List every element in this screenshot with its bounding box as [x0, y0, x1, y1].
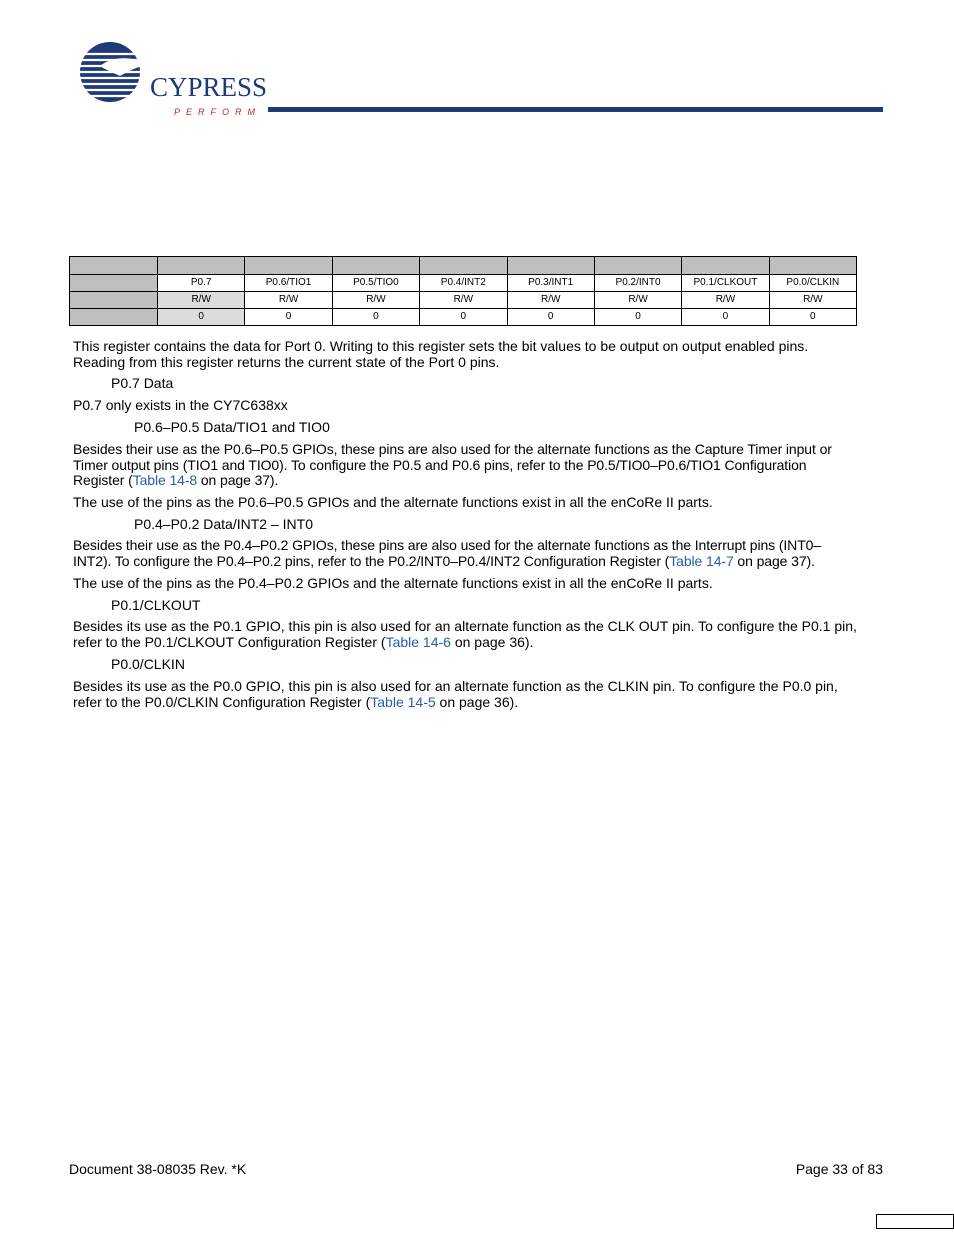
section-heading-p06-p05: P0.6–P0.5 Data/TIO1 and TIO0 [134, 419, 330, 435]
table-header-cell [158, 257, 245, 275]
section-heading-p01: P0.1/CLKOUT [111, 597, 201, 613]
intro-paragraph: This register contains the data for Port 0. Writing to this register sets the bit values to be output on output enabled pins. Reading from this register returns the current state of the Port 0 pins. [73, 338, 809, 370]
bit-name-cell: P0.6/TIO1 [245, 275, 332, 292]
default-cell: 0 [594, 309, 681, 326]
paragraph-text: on page 37). [733, 552, 815, 569]
access-cell: R/W [682, 292, 769, 309]
row-label-cell [70, 309, 158, 326]
table-14-5-link[interactable]: Table 14-5 [370, 693, 436, 710]
p04-p02-note: The use of the pins as the P0.4–P0.2 GPIOs and the alternate functions exist in all the enCoRe II parts. [73, 575, 713, 591]
p01-paragraph [73, 619, 858, 650]
default-cell: 0 [769, 309, 856, 326]
default-cell: 0 [158, 309, 245, 326]
access-cell: R/W [332, 292, 419, 309]
access-cell: R/W [158, 292, 245, 309]
p06-p05-paragraph [73, 442, 858, 489]
p04-p02-paragraph [73, 538, 858, 569]
table-header-cell [769, 257, 856, 275]
bit-name-cell: P0.0/CLKIN [769, 275, 856, 292]
paragraph-text: on page 37). [197, 472, 279, 488]
default-cell: 0 [682, 309, 769, 326]
table-header-cell [682, 257, 769, 275]
bit-name-cell: P0.3/INT1 [507, 275, 594, 292]
table-14-6-link[interactable]: Table 14-6 [385, 633, 451, 650]
register-table [69, 256, 857, 326]
bit-name-cell: P0.4/INT2 [420, 275, 507, 292]
table-14-8-link[interactable]: Table 14-8 [132, 472, 198, 488]
default-cell: 0 [245, 309, 332, 326]
section-heading-p00: P0.0/CLKIN [111, 656, 185, 672]
access-cell: R/W [594, 292, 681, 309]
bit-name-cell: P0.5/TIO0 [332, 275, 419, 292]
header-rule [268, 107, 883, 112]
table-header-cell [420, 257, 507, 275]
footer-box [876, 1214, 954, 1229]
p06-p05-note: The use of the pins as the P0.6–P0.5 GPIOs and the alternate functions exist in all the enCoRe II parts. [73, 494, 713, 510]
footer-document-id: Document 38-08035 Rev. *K [69, 1161, 247, 1177]
footer-page-number: Page 33 of 83 [795, 1161, 883, 1177]
table-corner-cell [70, 257, 158, 275]
cypress-logo [70, 40, 268, 118]
bit-name-cell: P0.7 [158, 275, 245, 292]
paragraph-text: on page 36). [435, 693, 519, 710]
table-header-cell [507, 257, 594, 275]
default-cell: 0 [420, 309, 507, 326]
bit-name-cell: P0.2/INT0 [594, 275, 681, 292]
table-header-cell [245, 257, 332, 275]
table-header-row [70, 257, 857, 275]
p00-paragraph [73, 679, 858, 710]
row-label-cell [70, 275, 158, 292]
access-cell: R/W [507, 292, 594, 309]
paragraph-text: Besides its use as the P0.1 GPIO, this pin is also used for an alternate function as the CLK OUT pin. To configure the P0.1 pin, refer to the P0.1/CLKOUT Configuration Register ( [73, 618, 857, 650]
default-cell: 0 [507, 309, 594, 326]
table-row-default [70, 309, 857, 326]
table-14-7-link[interactable]: Table 14-7 [669, 552, 734, 569]
paragraph-text: Besides their use as the P0.6–P0.5 GPIOs, these pins are also used for the alternate functions as the Capture Timer input or Timer output pins (TIO1 and TIO0). To configure the P0.5 and P0.6 pins, refer to the P0.5/TIO0–P0.6/TIO1 Configuration Register ( [73, 441, 832, 488]
logo-globe [72, 42, 150, 102]
table-row-access [70, 292, 857, 309]
access-cell: R/W [245, 292, 332, 309]
paragraph-text: Besides its use as the P0.0 GPIO, this pin is also used for an alternate function as the CLKIN pin. To configure the P0.0 pin, refer to the P0.0/CLKIN Configuration Register ( [73, 678, 838, 710]
table-header-cell [332, 257, 419, 275]
bit-name-cell: P0.1/CLKOUT [682, 275, 769, 292]
table-row-field [70, 275, 857, 292]
section-heading-p04-p02: P0.4–P0.2 Data/INT2 – INT0 [134, 516, 313, 532]
p07-paragraph: P0.7 only exists in the CY7C638xx [73, 397, 288, 413]
default-cell: 0 [332, 309, 419, 326]
logo-wordmark: CYPRESS [150, 72, 268, 102]
paragraph-text: Besides their use as the P0.4–P0.2 GPIOs, these pins are also used for the alternate functions as the Interrupt pins (INT0–INT2). To configure the P0.4–P0.2 pins, refer to the P0.2/INT0–P0.4/INT2 Configuration Register ( [73, 537, 822, 569]
table-header-cell [594, 257, 681, 275]
access-cell: R/W [420, 292, 507, 309]
logo-tagline: PERFORM [174, 107, 261, 117]
row-label-cell [70, 292, 158, 309]
access-cell: R/W [769, 292, 856, 309]
section-heading-p07: P0.7 Data [111, 375, 174, 391]
paragraph-text: on page 36). [450, 633, 534, 650]
